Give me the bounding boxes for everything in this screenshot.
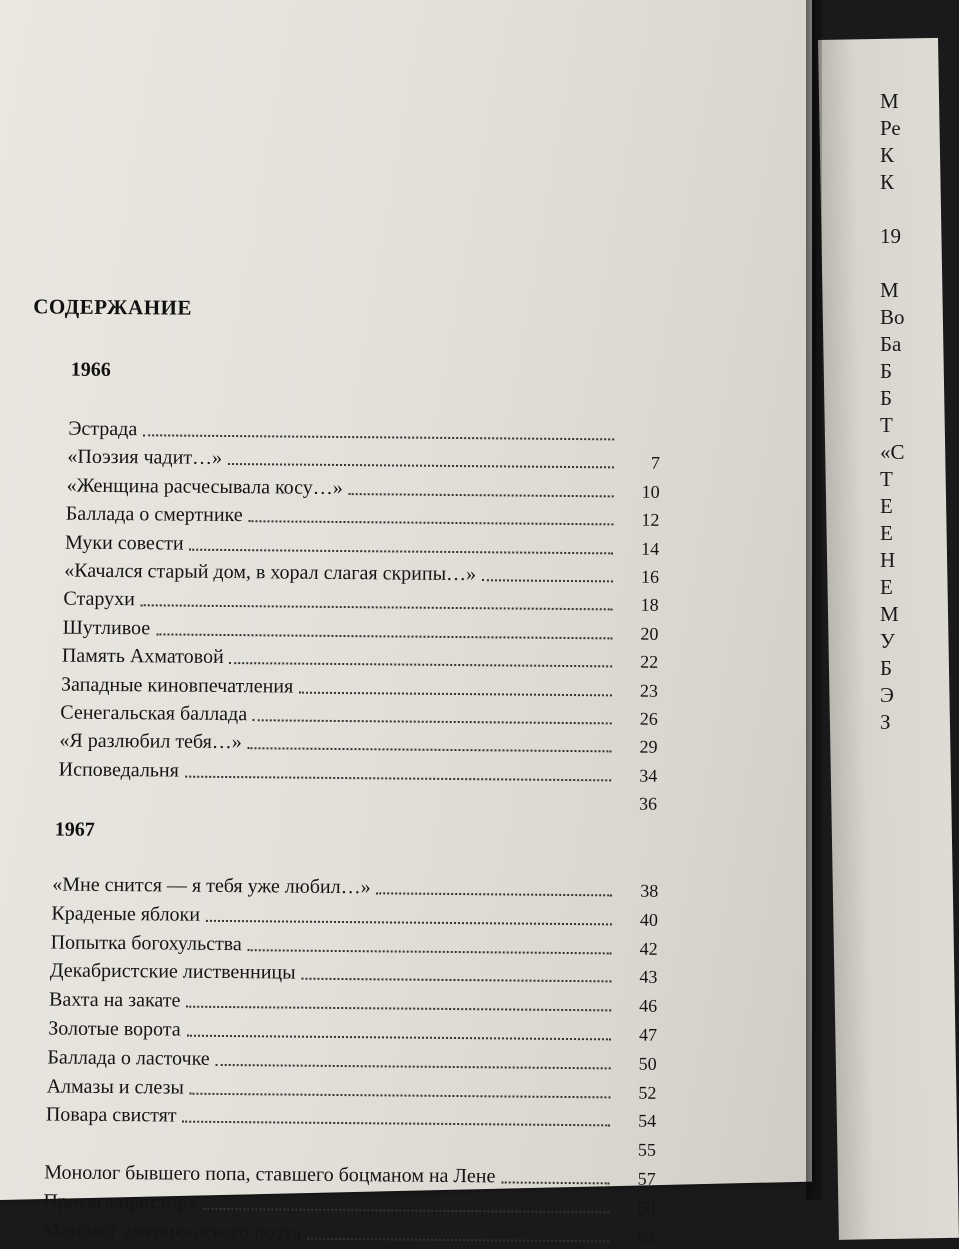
dot-leader	[143, 433, 614, 440]
toc-entry-title: «Поэзия чадит…»	[67, 446, 222, 470]
facing-page-fragment: Б	[880, 385, 920, 412]
toc-entry-page: 34	[617, 765, 657, 786]
facing-page-fragment: У	[880, 628, 920, 655]
facing-page-fragment: Е	[880, 520, 920, 547]
facing-page-fragment: Т	[880, 412, 920, 439]
facing-page-fragment: Э	[880, 682, 920, 709]
dot-leader	[187, 1034, 611, 1041]
toc-entry-title: Баллада о смертнике	[66, 503, 243, 528]
toc-entry	[58, 782, 657, 815]
toc-entry-title: «Мне снится — я тебя уже любил…»	[52, 873, 371, 899]
toc-entry-page: 42	[618, 938, 658, 959]
toc-entry	[51, 926, 658, 959]
toc-entry-title: Повара свистят	[46, 1104, 177, 1128]
toc-entry	[49, 984, 657, 1017]
facing-page-fragment: Е	[880, 493, 920, 520]
dot-leader	[248, 747, 612, 753]
toc-entry-page: 50	[617, 1053, 657, 1074]
dot-leader	[185, 774, 611, 781]
toc-entry-page: 40	[618, 909, 658, 930]
facing-page-fragment: Ре	[880, 115, 920, 142]
facing-page-fragment	[880, 196, 920, 223]
toc-entry-page: 20	[618, 623, 658, 644]
toc-entry-page: 63	[615, 1226, 655, 1247]
toc-entry	[46, 1099, 657, 1132]
dot-leader	[248, 948, 612, 954]
toc-entry-page: 7	[620, 453, 660, 474]
toc-entry-page: 54	[616, 1111, 656, 1132]
dot-leader	[190, 547, 614, 554]
toc-entry	[51, 897, 658, 930]
toc-entry	[52, 868, 658, 901]
toc-entry	[43, 1214, 656, 1247]
dot-leader	[253, 718, 612, 724]
facing-page-edge-text	[880, 88, 920, 736]
facing-page-fragment: Б	[880, 358, 920, 385]
dot-leader	[206, 919, 612, 926]
section-year-1967: 1967	[55, 819, 95, 842]
section-year-1966: 1966	[71, 359, 111, 382]
toc-entry-page: 18	[619, 595, 659, 616]
toc-entry	[43, 1185, 655, 1218]
toc-entry-page: 38	[618, 880, 658, 901]
toc-entry-title: Монолог бывшего попа, ставшего боцманом на Лене	[44, 1161, 495, 1188]
dot-leader	[183, 1120, 611, 1127]
toc-entry-title: Золотые ворота	[48, 1017, 181, 1041]
toc-entry-title: Эстрада	[68, 418, 137, 442]
facing-page-fragment: М	[880, 88, 920, 115]
toc-entry-page: 60	[615, 1197, 655, 1218]
facing-page-fragment: Б	[880, 655, 920, 682]
facing-page-fragment: К	[880, 142, 920, 169]
toc-entry-title: Сенегальская баллада	[60, 702, 247, 727]
toc-entry-title: Вахта на закате	[49, 989, 181, 1013]
toc-entry-title: Западные киновпечатления	[61, 673, 293, 698]
dot-leader	[302, 977, 612, 983]
toc-entry-title: Попытка богохульства	[51, 931, 242, 956]
toc-entry-title: «Качался старый дом, в хорал слагая скрипы…»	[64, 560, 476, 587]
contents-heading: СОДЕРЖАНИЕ	[33, 294, 192, 320]
toc-entry-page: 22	[618, 652, 658, 673]
toc-entry-page: 55	[616, 1140, 656, 1161]
toc-entry-page: 12	[619, 510, 659, 531]
toc-entry-title: Старухи	[63, 588, 135, 612]
toc-entry-page: 36	[617, 794, 657, 815]
dot-leader	[190, 1091, 611, 1098]
toc-entry-title: Память Ахматовой	[62, 645, 224, 669]
toc-entry-page: 47	[617, 1024, 657, 1045]
toc-entry-title: «Женщина расчесывала косу…»	[67, 474, 343, 499]
dot-leader	[230, 661, 613, 667]
facing-page-fragment: Н	[880, 547, 920, 574]
facing-page-fragment: 19	[880, 223, 920, 250]
dot-leader	[349, 492, 614, 497]
toc-entry-title: Монолог американского поэта	[43, 1219, 302, 1244]
facing-page-fragment: Т	[880, 466, 920, 493]
toc-entry-page: 57	[616, 1168, 656, 1189]
dot-leader	[141, 604, 613, 611]
toc-entry-page: 46	[617, 996, 657, 1017]
toc-entry	[45, 1128, 656, 1161]
dot-leader	[186, 1005, 611, 1012]
toc-entry-page: 16	[619, 566, 659, 587]
dot-leader	[216, 1063, 611, 1069]
toc-entry-page: 23	[618, 680, 658, 701]
toc-entry-title: Исповедальня	[59, 758, 179, 782]
toc-entry-title: Декабристские лиственницы	[50, 960, 296, 985]
dot-leader	[377, 891, 613, 896]
toc-entry	[47, 1070, 657, 1103]
facing-page-fragment: М	[880, 601, 920, 628]
facing-page-fragment: Ба	[880, 331, 920, 358]
facing-page-fragment: З	[880, 709, 920, 736]
toc-entry-title: Баллада о ласточке	[47, 1046, 209, 1070]
facing-page-fragment: М	[880, 277, 920, 304]
facing-page-fragment: «С	[880, 439, 920, 466]
dot-leader	[228, 462, 614, 468]
toc-entry-title: Краденые яблоки	[51, 902, 200, 926]
toc-entry-page: 29	[617, 737, 657, 758]
toc-entry	[50, 955, 658, 988]
toc-entry-page: 10	[620, 481, 660, 502]
facing-page-fragment: Во	[880, 304, 920, 331]
facing-page-fragment: Е	[880, 574, 920, 601]
toc-entry-page: 14	[619, 538, 659, 559]
toc-entry-title: Муки совести	[65, 531, 184, 555]
toc-entry-title: Алмазы и слезы	[47, 1075, 184, 1099]
facing-page-fragment	[880, 250, 920, 277]
dot-leader	[307, 1236, 609, 1242]
toc-entry-page: 52	[616, 1082, 656, 1103]
dot-leader	[203, 1207, 609, 1214]
dot-leader	[482, 578, 613, 582]
toc-entry-title: Шутливое	[63, 616, 151, 640]
toc-entry-title: Присяга простору	[43, 1190, 197, 1214]
toc-entry	[44, 1156, 656, 1189]
dot-leader	[249, 519, 614, 525]
toc-entry	[47, 1041, 657, 1074]
toc-entry	[48, 1012, 657, 1045]
dot-leader	[156, 632, 612, 639]
toc-entry-page: 43	[617, 967, 657, 988]
facing-page-fragment: К	[880, 169, 920, 196]
toc-entry-title: «Я разлюбил тебя…»	[59, 730, 242, 755]
dot-leader	[299, 690, 612, 696]
toc-entry-page: 26	[618, 708, 658, 729]
dot-leader	[501, 1180, 609, 1184]
